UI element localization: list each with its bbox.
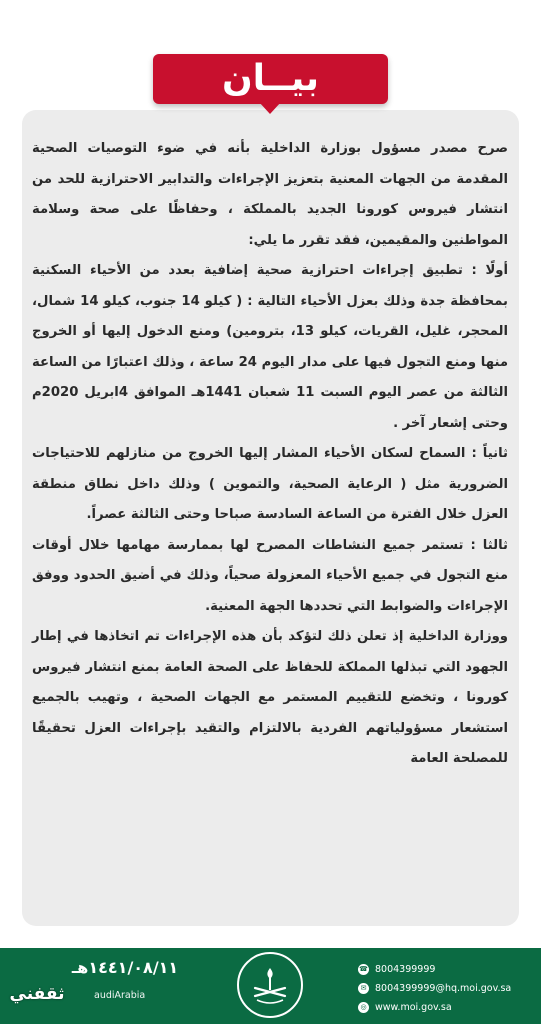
contact-email-text: 8004399999@hq.moi.gov.sa <box>375 982 512 994</box>
contact-email[interactable] <box>358 981 511 995</box>
watermark-logo <box>2 984 72 1020</box>
contact-website[interactable] <box>358 1000 511 1014</box>
email-icon: ✉ <box>358 983 369 994</box>
page-title: بيــان <box>221 58 320 99</box>
globe-icon: ◎ <box>358 1002 369 1013</box>
footer-contacts <box>358 962 511 1019</box>
second-item-paragraph: ثانياً : السماح لسكان الأحياء المشار إليها الخروج من منازلهم للاحتياجات الضرورية مثل ( الرعاية الصحية، والتموين ) وذلك داخل نطاق منطقة العزل خلال الفترة من الساعة السادسة صباحا وحتى الثالثة عصراً. <box>32 446 508 522</box>
third-item-paragraph: ثالثا : تستمر جميع النشاطات المصرح لها بممارسة مهامها خلال أوقات منع التجول في جميع الأحياء المعزولة صحياً، وذلك في أضيق الحدود ووفق الإجراءات والضوابط التي تحددها الجهة المعنية. <box>32 537 508 614</box>
ministry-emblem-icon <box>237 952 303 1018</box>
watermark-text: ثقفني <box>9 984 65 1004</box>
intro-paragraph: صرح مصدر مسؤول بوزارة الداخلية بأنه في ضوء التوصيات الصحية المقدمة من الجهات المعنية بتعزيز الإجراءات والتدابير الاحترازية للحد من انتشار فيروس كورونا الجديد بالمملكة ، وحفاظًا على صحة وسلامة المواطنين والمقيمين، فقد تقرر ما يلي: <box>32 141 508 248</box>
title-pointer <box>259 102 281 114</box>
contact-website-text: www.moi.gov.sa <box>375 1001 452 1013</box>
contact-phone[interactable] <box>358 962 511 976</box>
closing-paragraph: ووزارة الداخلية إذ تعلن ذلك لتؤكد بأن هذه الإجراءات تم اتخاذها في إطار الجهود التي تبذلها المملكة للحفاظ على الصحة العامة بمنع انتشار فيروس كورونا ، وتخضع للتقييم المستمر مع الجهات الصحية ، وتهيب بالجميع استشعار مسؤولياتهم الفردية بالالتزام والتقيد بإجراءات العزل تحقيقًا للمصلحة العامة <box>32 629 508 766</box>
phone-icon: ☎ <box>359 964 368 973</box>
title-banner <box>153 54 388 104</box>
footer-handle: audiArabia <box>94 990 146 1001</box>
first-item-paragraph: أولًا : تطبيق إجراءات احترازية صحية إضافية بعدد من الأحياء السكنية بمحافظة جدة وذلك بعزل الأحياء التالية : ( كيلو 14 جنوب، كيلو 14 شمال، المحجر، غليل، القريات، كيلو 13، بترومين) ومنع الدخول إليها أو الخروج منها ومنع التجول فيها على مدار اليوم 24 ساعة ، وذلك اعتبارًا من الساعة الثالثة من عصر اليوم السبت 11 شعبان 1441هـ الموافق 4ابريل 2020م وحتى إشعار آخر . <box>32 263 509 431</box>
statement-body <box>32 134 508 775</box>
contact-phone-text: 8004399999 <box>375 963 436 975</box>
footer-date: ١٤٤١/٠٨/١١هـ <box>71 958 179 977</box>
